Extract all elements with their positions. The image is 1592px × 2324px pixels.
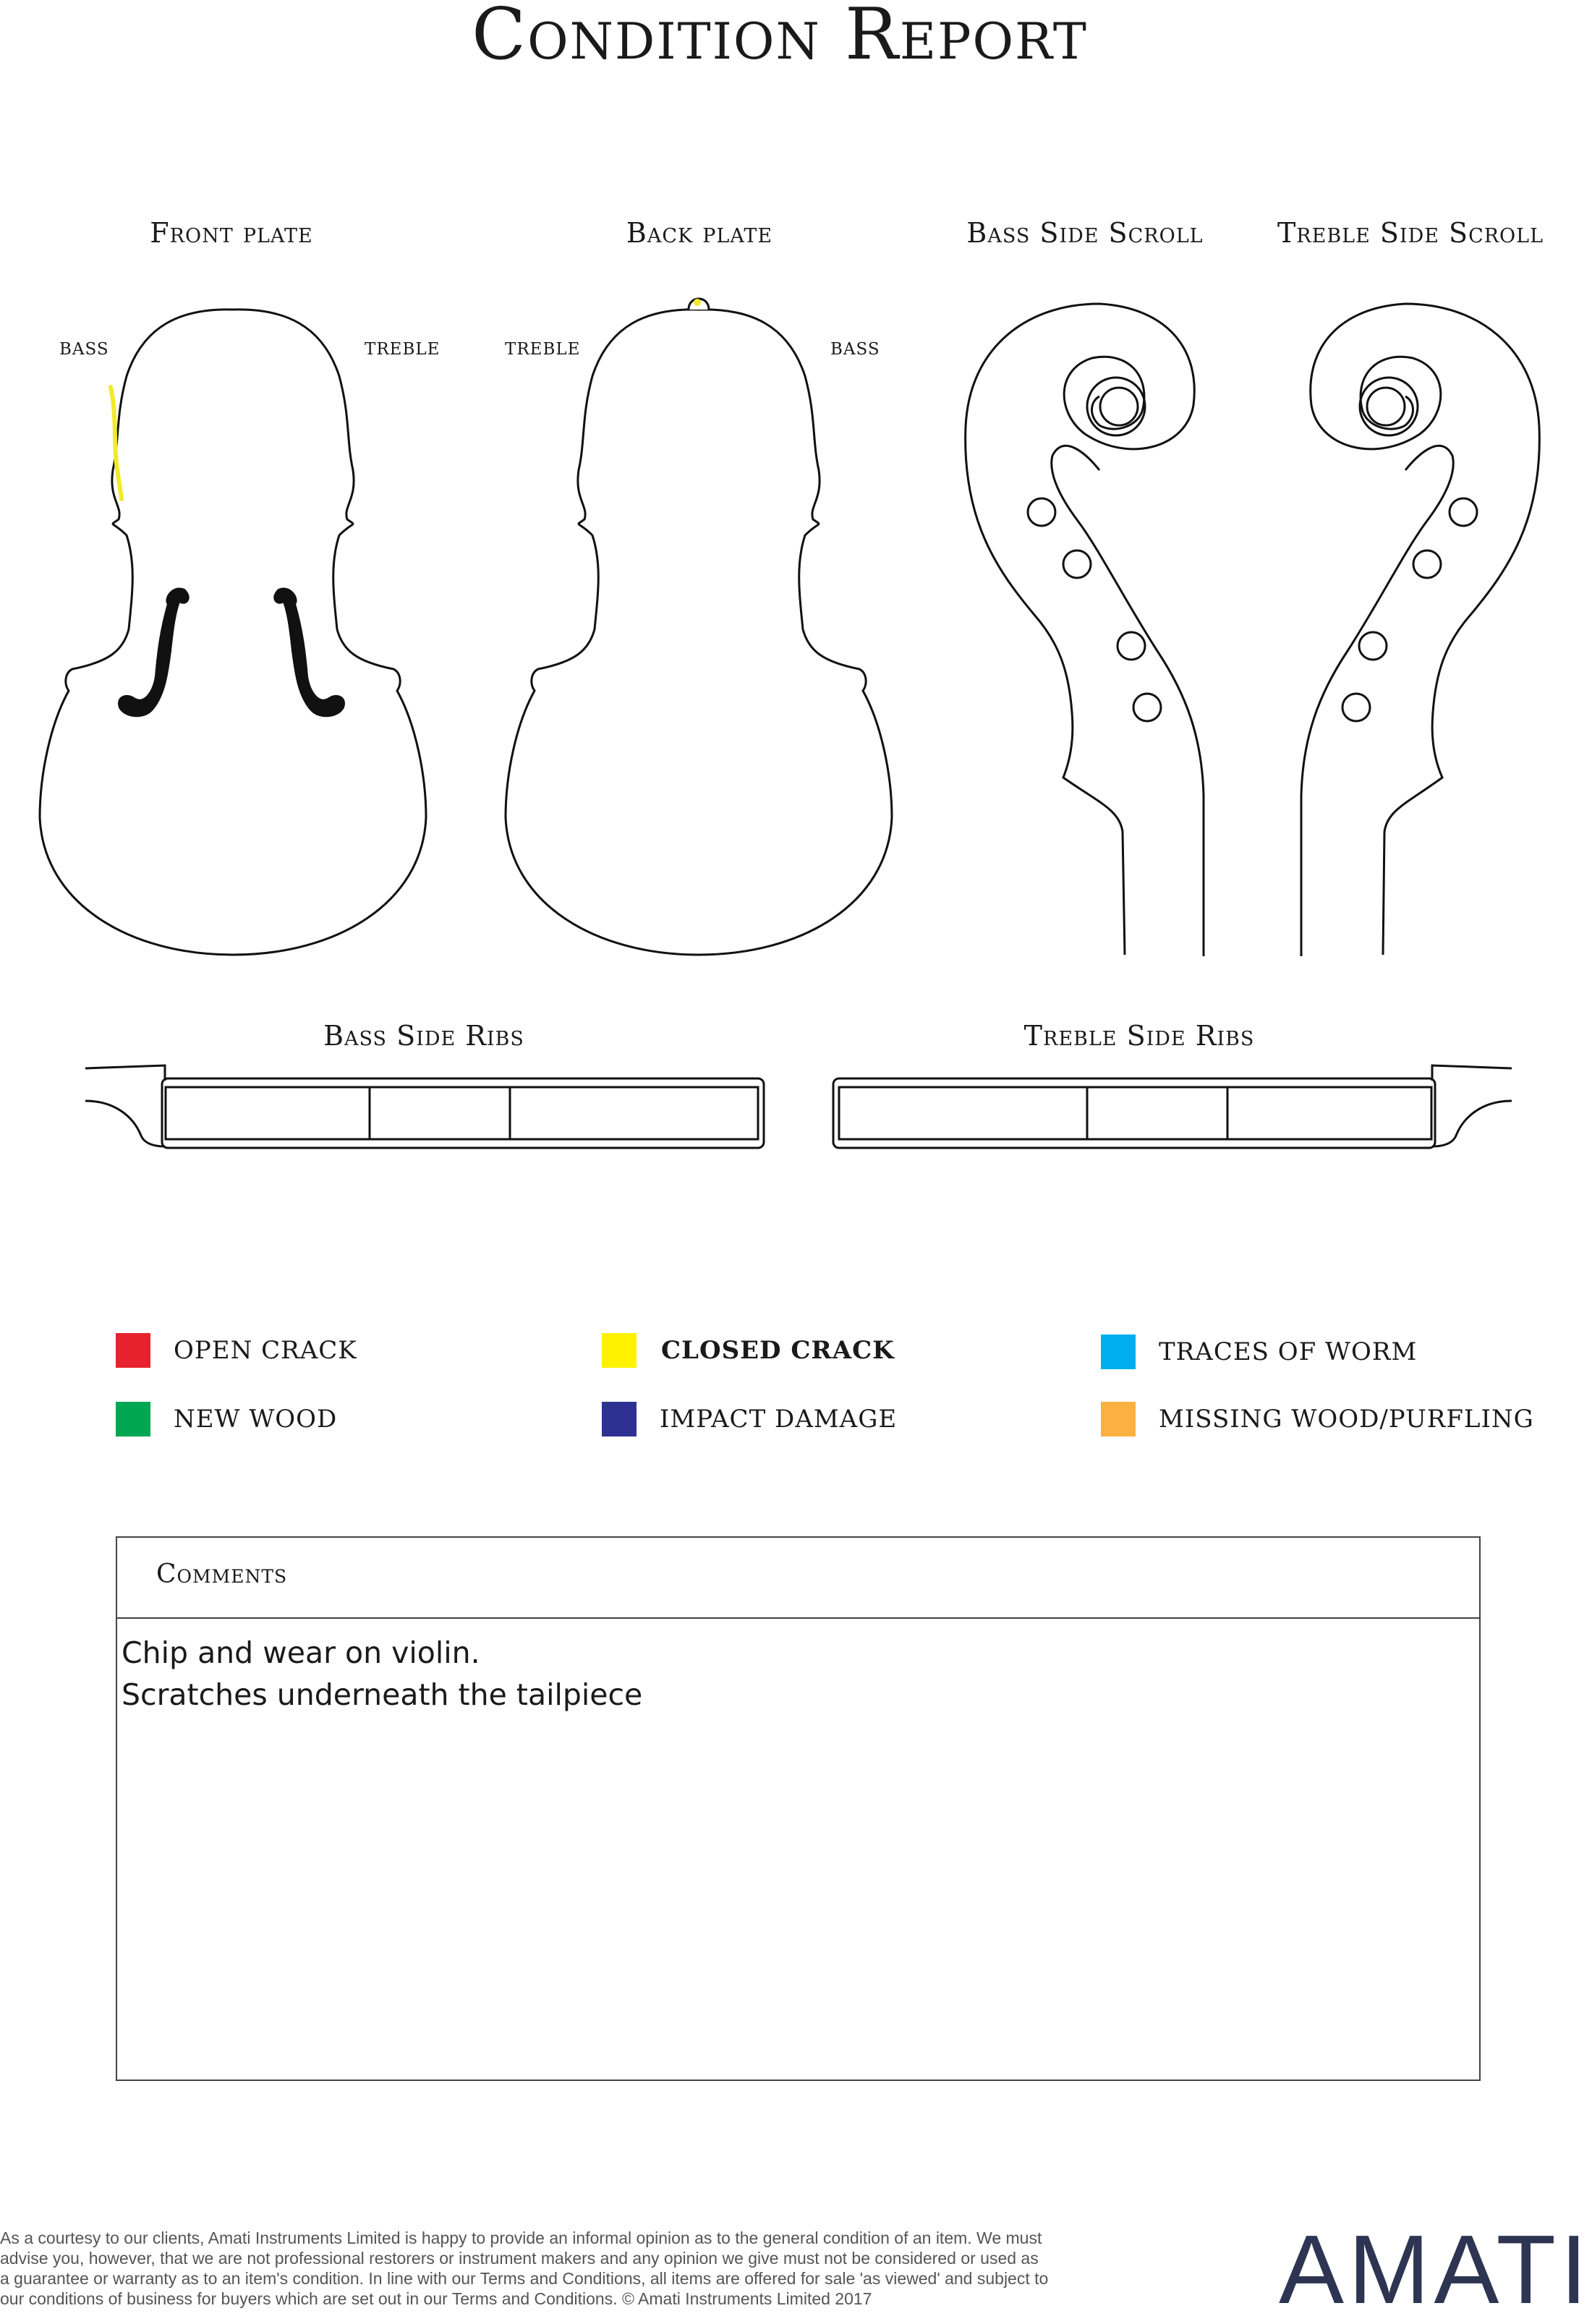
disclaimer-line: As a courtesy to our clients, Amati Instruments Limited is happy to provide an informal opinion as to the general condition of an item. We must	[0, 2229, 1042, 2247]
legend-swatch-open-crack	[116, 1333, 150, 1368]
legend-label-traces-of-worm: TRACES OF WORM	[1159, 1337, 1418, 1366]
legend-swatch-traces-of-worm	[1101, 1335, 1136, 1369]
legend-swatch-new-wood	[116, 1402, 150, 1436]
comments-heading: Comments	[156, 1559, 288, 1589]
disclaimer-line: a guarantee or warranty as to an item's condition. In line with our Terms and Conditions, all items are offered for sale 'as viewed' and subject to	[0, 2269, 1049, 2288]
bass-side-ribs	[85, 1065, 764, 1148]
front-bass-side-label: BASS	[59, 340, 109, 359]
treble-side-ribs	[833, 1065, 1512, 1148]
legend-swatch-impact-damage	[602, 1402, 637, 1436]
front-f-hole-left	[119, 589, 189, 717]
back-bass-side-label: BASS	[830, 340, 880, 359]
legend-swatch-closed-crack	[602, 1333, 637, 1368]
bass-side-ribs-label: Bass Side Ribs	[323, 1020, 524, 1052]
comments-header	[117, 1538, 1479, 1619]
comments-text	[122, 1632, 642, 1716]
front-plate-outline	[40, 310, 426, 955]
front-plate-label: Front plate	[150, 217, 313, 249]
front-f-hole-right	[274, 589, 344, 717]
legend-label-closed-crack: CLOSED CRACK	[661, 1336, 895, 1365]
comment-line: Scratches underneath the tailpiece	[122, 1677, 643, 1712]
comments-box	[116, 1536, 1481, 2081]
chip-mark	[694, 299, 701, 306]
brand-logo: AMATI	[1279, 2215, 1592, 2324]
treble-side-ribs-label: Treble Side Ribs	[1023, 1020, 1255, 1052]
bass-side-scroll	[966, 304, 1204, 956]
legend-label-new-wood: NEW WOOD	[174, 1405, 338, 1434]
legend-label-impact-damage: IMPACT DAMAGE	[660, 1405, 898, 1434]
page-title: Condition Report	[472, 0, 1088, 76]
back-plate-outline	[506, 310, 892, 955]
disclaimer	[0, 2228, 1157, 2309]
treble-side-scroll	[1301, 304, 1539, 956]
disclaimer-line: our conditions of business for buyers which are set out in our Terms and Conditions. © Amati Instruments Limited 2017	[0, 2289, 872, 2308]
disclaimer-line: advise you, however, that we are not professional restorers or instrument makers and any opinion we give must not be considered or used as	[0, 2249, 1039, 2268]
back-treble-side-label: TREBLE	[505, 340, 581, 359]
bass-side-scroll-label: Bass Side Scroll	[966, 217, 1204, 249]
legend-label-missing-wood: MISSING WOOD/PURFLING	[1159, 1405, 1534, 1434]
instrument-diagrams	[0, 0, 1559, 1186]
front-treble-side-label: TREBLE	[365, 340, 440, 359]
legend-swatch-missing-wood	[1101, 1402, 1136, 1436]
treble-side-scroll-label: Treble Side Scroll	[1277, 217, 1544, 249]
comment-line: Chip and wear on violin.	[122, 1635, 480, 1670]
legend-label-open-crack: OPEN CRACK	[174, 1336, 357, 1365]
back-plate-label: Back plate	[626, 217, 773, 249]
